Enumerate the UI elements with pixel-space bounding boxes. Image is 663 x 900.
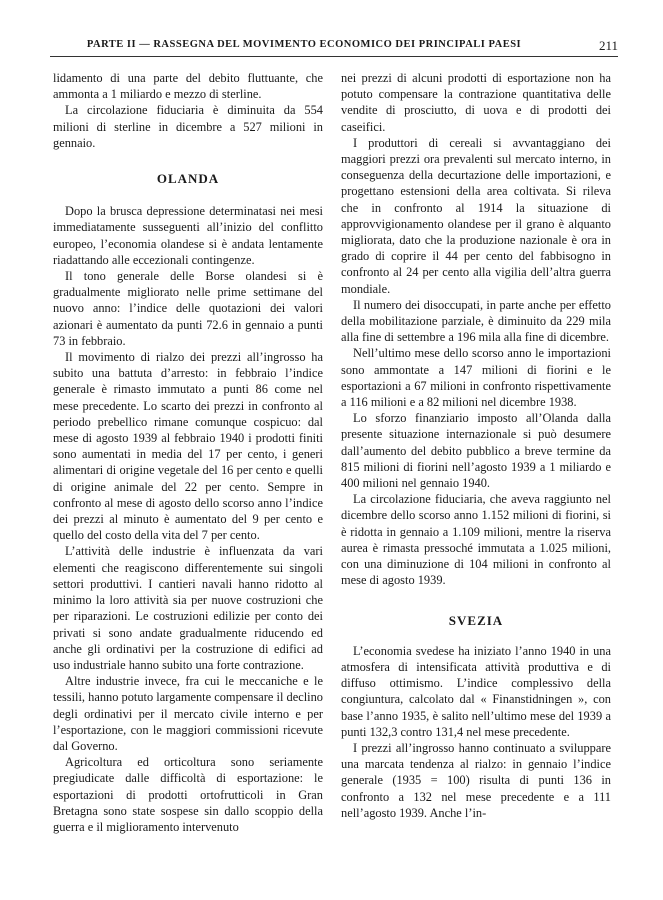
paragraph: Altre industrie invece, fra cui le meccaniche e le tessili, hanno potuto largamente compensare il declino degli ordinativi per il mercato civile interno e per l’esportazione, con le maggiori commissioni ricevute dal Governo. <box>53 674 323 753</box>
section-title-svezia: SVEZIA <box>448 612 504 628</box>
section-title-olanda: OLANDA <box>156 171 220 187</box>
paragraph: La circolazione fiduciaria è diminuita da 554 milioni di sterline in dicembre a 527 milioni in gennaio. <box>53 103 323 150</box>
header-title: PARTE II — RASSEGNA DEL MOVIMENTO ECONOMICO DEI PRINCIPALI PAESI <box>86 39 522 50</box>
paragraph: Il tono generale delle Borse olandesi si è gradualmente migliorato nelle prime settimane del nuovo anno: l’indice delle quotazioni dei valori azionari è aumentato da punti 72.6 in gennaio a punti 73 in febbraio. <box>53 269 323 348</box>
running-header <box>50 38 618 57</box>
paragraph: L’economia svedese ha iniziato l’anno 1940 in una atmosfera di intensificata attività produttiva e di diffuso ottimismo. L’indice complessivo della congiuntura, calcolato dal « Finanstidningen », con base l’anno 1935, è salito nell’ultimo mese del 1939 a punti 132,3 contro 131,4 nel mese precedente. <box>341 643 611 739</box>
left-column <box>53 70 323 835</box>
paragraph: Dopo la brusca depressione determinatasi nei mesi immediatamente susseguenti all’inizio del conflitto europeo, l’economia olandese si è andata lentamente riadattando alle eccezionali contingenze. <box>53 204 323 267</box>
paragraph: Agricoltura ed orticoltura sono seriamente pregiudicate dalle difficoltà di esportazione: le esportazioni di prodotti ortofrutticoli in Gran Bretagna sono state sospese sin dallo scoppio della guerra e il miglioramento intervenuto <box>53 755 323 834</box>
paragraph: Lo sforzo finanziario imposto all’Olanda dalla presente situazione internazionale si può desumere dall’aumento del debito pubblico a breve termine da 815 milioni di fiorini nell’agosto 1939 a 1 miliardo e 400 milioni nel gennaio 1940. <box>341 411 611 491</box>
paragraph: Nell’ultimo mese dello scorso anno le importazioni sono ammontate a 147 milioni di fiorini e le esportazioni a 67 milioni in confronto rispettivamente a 116 milioni e a 82 milioni nel dicembre 1938. <box>341 346 611 410</box>
page-number: 211 <box>598 38 618 53</box>
paragraph: L’attività delle industrie è influenzata da vari elementi che reagiscono differentemente sui singoli settori produttivi. I cantieri navali hanno ridotto al minimo la loro attività sia per nuove costruzioni che per riparazioni. Le costruzioni edilizie per conto dei privati si sono andate gradualmente riducendo ed anche gli ordinativi per la costruzione di edifici ad uso industriale hanno subito una forte contrazione. <box>53 544 323 672</box>
paragraph: lidamento di una parte del debito fluttuante, che ammonta a 1 miliardo e mezzo di sterline. <box>53 71 323 102</box>
paragraph: nei prezzi di alcuni prodotti di esportazione non ha potuto compensare la contrazione quantitativa delle vendite di prosciutto, di uova e di prodotti dei caseifici. <box>341 71 611 134</box>
paragraph: I prezzi all’ingrosso hanno continuato a sviluppare una marcata tendenza al rialzo: in gennaio l’indice generale (1935 = 100) risulta di punti 136 in confronto a 132 nel mese precedente e a 111 nell’agosto 1939. Anche l’in- <box>341 740 611 820</box>
paragraph: Il movimento di rialzo dei prezzi all’ingrosso ha subito una battuta d’arresto: in febbraio l’indice generale è rimasto immutato a punti 86 come nel mese precedente. Lo scarto dei prezzi in confronto al periodo prebellico rimane comunque cospicuo: dal mese di agosto 1939 al febbraio 1940 i prodotti finiti sono aumentati in media del 17 per cento, i generi alimentari di origine vegetale del 16 per cento e quelli di origine animale del 22 per cento. Sempre in confronto al mese di agosto dello scorso anno l’indice dei prezzi al minuto è aumentato del 9 per cento e quello del costo della vita del 7 per cento. <box>53 350 323 543</box>
paragraph: I produttori di cereali si avvantaggiano dei maggiori prezzi ora prevalenti sul mercato interno, in conseguenza della decurtazione delle importazioni, e progettano estensioni della area coltivata. Si rileva che in confronto al 1914 la situazione di approvvigionamento olandese per il grano è alquanto migliorata, dato che la produzione nazionale è ora in grado di coprire il 44 per cento del fabbisogno in confronto al 24 per cento alla vigilia dell’altra guerra mondiale. <box>341 135 611 296</box>
paragraph: Il numero dei disoccupati, in parte anche per effetto della mobilitazione parziale, è diminuito da 229 mila alla fine di settembre a 196 mila alla fine di dicembre. <box>341 297 611 345</box>
paragraph: La circolazione fiduciaria, che aveva raggiunto nel dicembre dello scorso anno 1.152 milioni di fiorini, si è ridotta in gennaio a 1.109 milioni, mentre la riserva aurea è rimasta pressoché immutata a 1.025 milioni, con una diminuzione di 104 milioni in confronto al mese di agosto 1939. <box>341 492 611 588</box>
right-column <box>341 70 611 821</box>
